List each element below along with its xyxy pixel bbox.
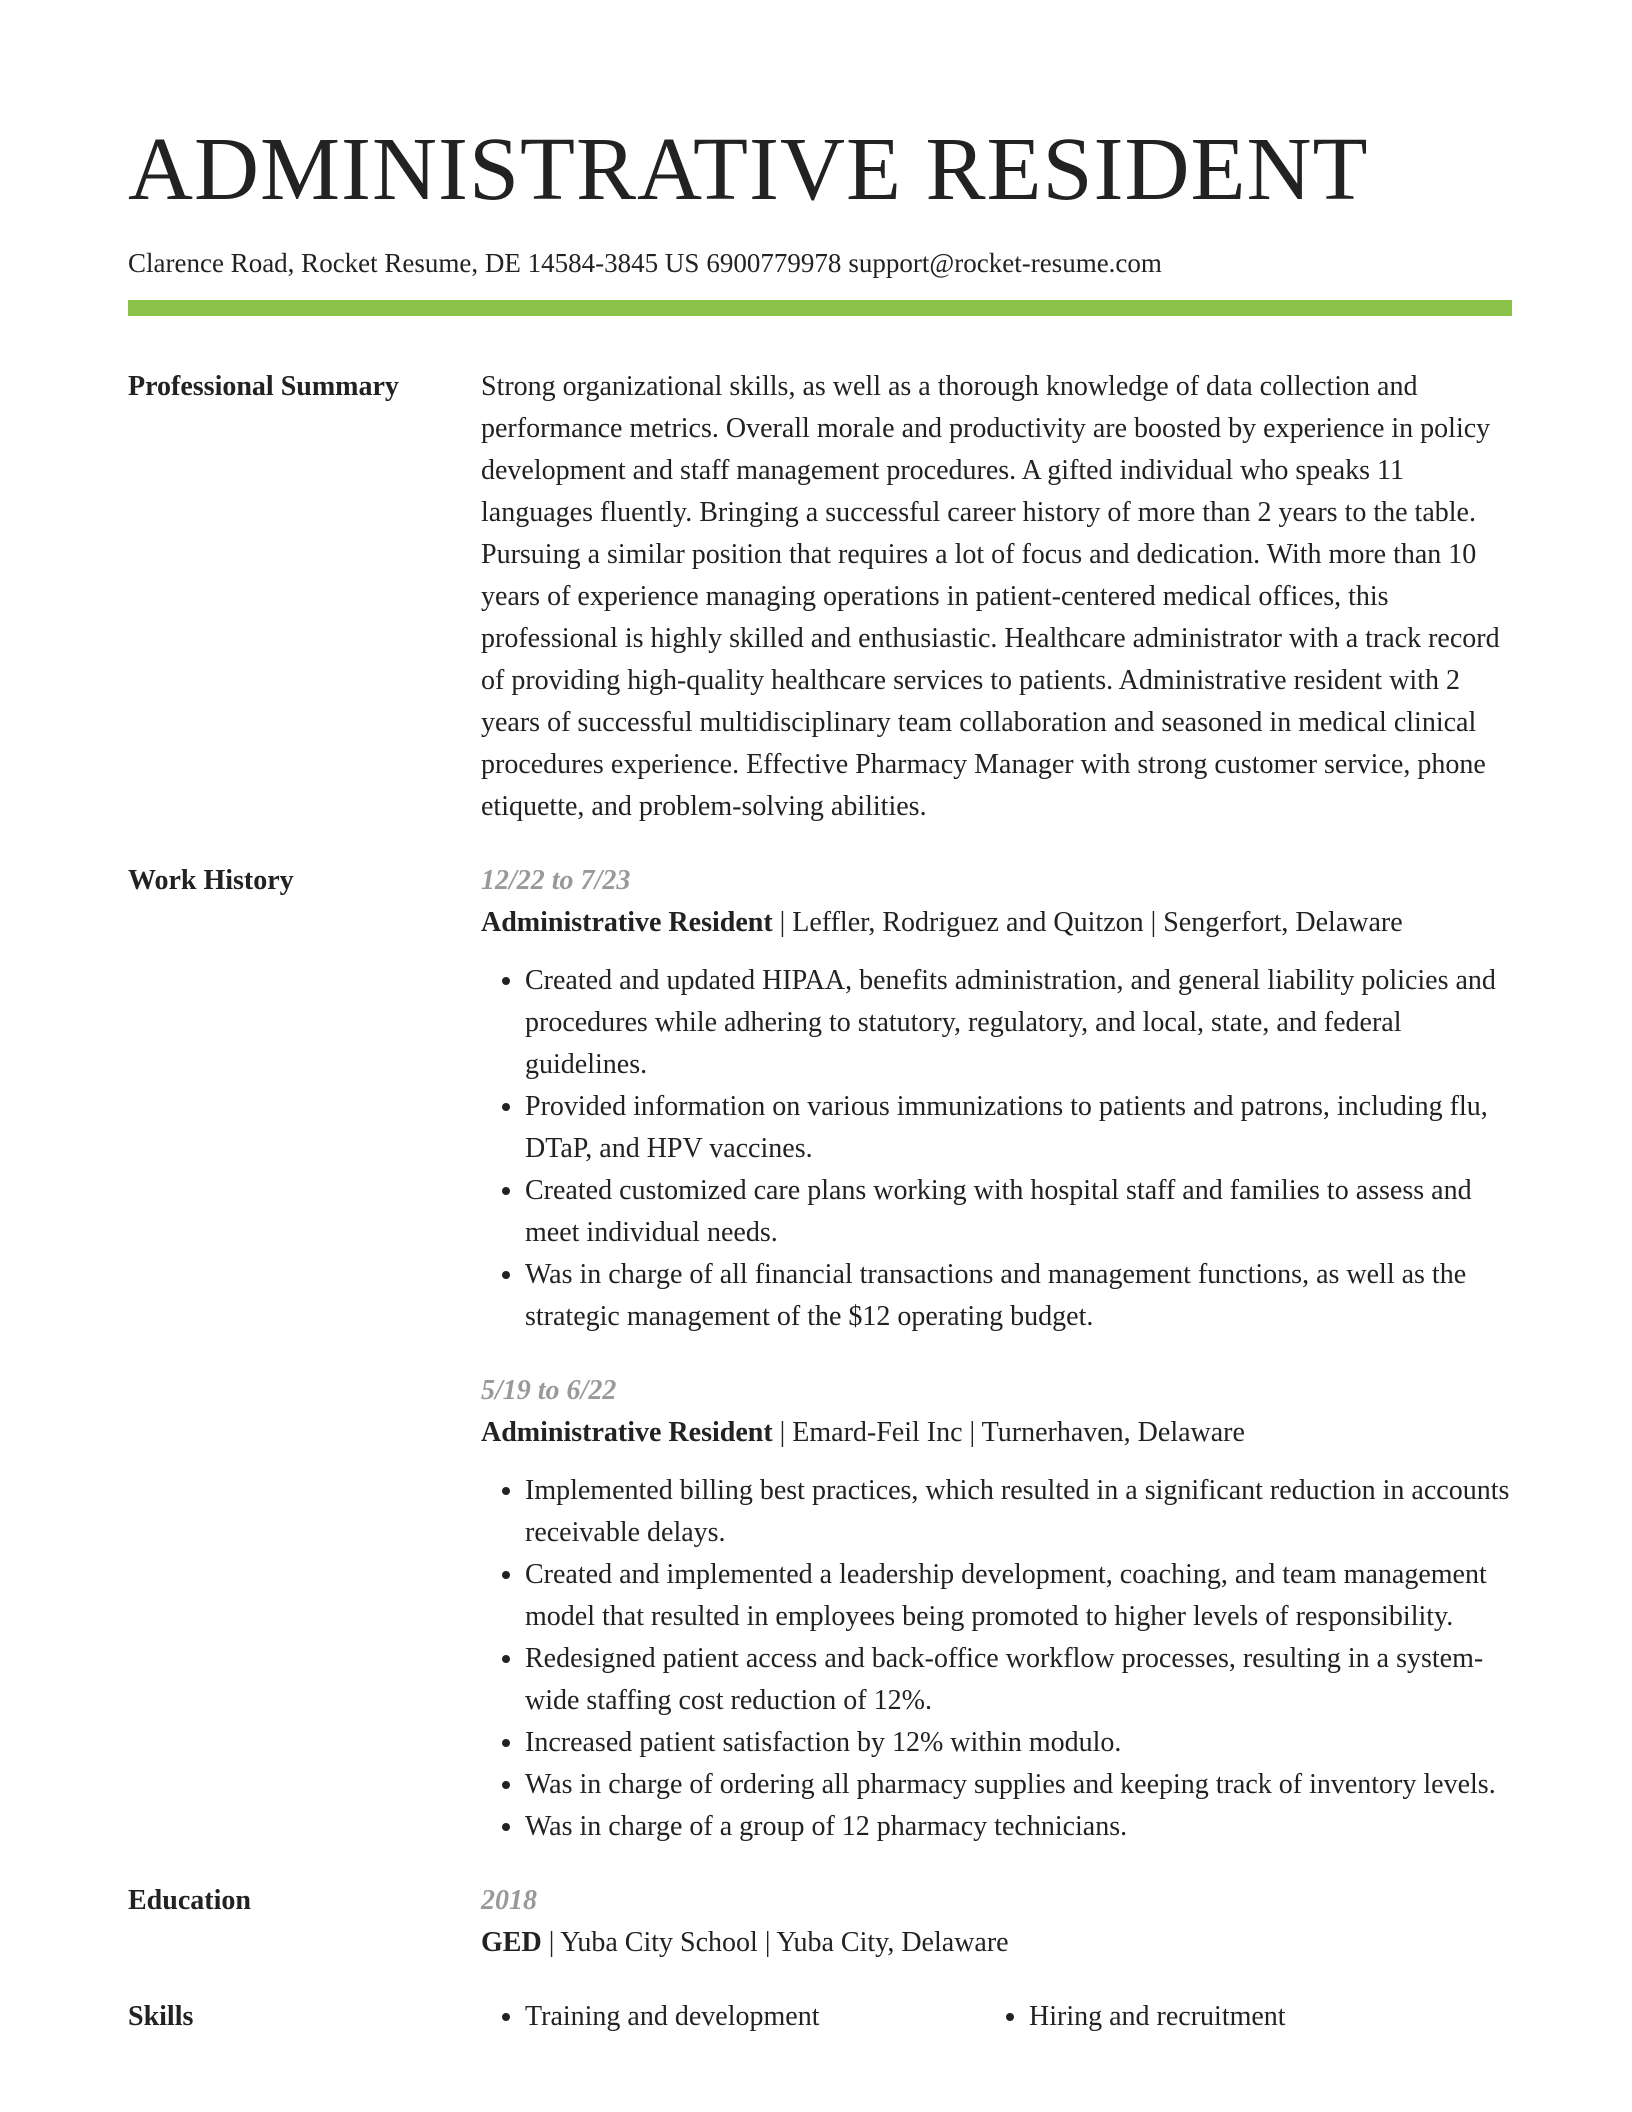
skills-list xyxy=(481,1996,1512,2038)
job-entry xyxy=(481,1370,1512,1848)
job-bullet: • Redesigned patient access and back-office workflow processes, resulting in a system-wide staffing cost reduction of 12%. xyxy=(525,1638,1512,1722)
job-bullet: • Was in charge of ordering all pharmacy supplies and keeping track of inventory levels. xyxy=(525,1764,1512,1806)
section-label-skills: Skills xyxy=(128,2001,194,2032)
header-divider xyxy=(128,300,1512,316)
section-label-work: Work History xyxy=(128,865,294,896)
summary-section xyxy=(128,366,1512,828)
contact-address: Clarence Road, Rocket Resume, DE 14584-3845 US xyxy=(128,248,700,278)
job-heading xyxy=(481,902,1512,944)
job-bullet: • Was in charge of all financial transactions and management functions, as well as the strategic management of the $12 operating budget. xyxy=(525,1254,1512,1338)
education-year: 2018 xyxy=(481,1885,537,1916)
resume-name: ADMINISTRATIVE RESIDENT xyxy=(128,120,1369,219)
job-entry xyxy=(481,860,1512,1338)
job-bullet-list xyxy=(481,960,1512,1338)
skill-item: • Hiring and recruitment xyxy=(1029,1996,1512,2038)
summary-text: Strong organizational skills, as well as a thorough knowledge of data collection and performance metrics. Overall morale and productivity are boosted by experience in policy development and staff management procedures. A gifted individual who speaks 11 languages fluently. Bringing a successful career history of more than 2 years to the table. Pursuing a similar position that requires a lot of focus and dedication. With more than 10 years of experience managing operations in patient-centered medical offices, this professional is highly skilled and enthusiastic. Healthcare administrator with a track record of providing high-quality healthcare services to patients. Administrative resident with 2 years of successful multidisciplinary team collaboration and seasoned in medical clinical procedures experience. Effective Pharmacy Manager with strong customer service, phone etiquette, and problem-solving abilities. xyxy=(481,371,1500,822)
job-bullet: • Created customized care plans working with hospital staff and families to assess and meet individual needs. xyxy=(525,1170,1512,1254)
job-title: Administrative Resident xyxy=(481,1417,773,1448)
job-title: Administrative Resident xyxy=(481,907,773,938)
contact-phone: 6900779978 xyxy=(706,248,842,278)
education-degree: GED xyxy=(481,1927,542,1958)
education-section xyxy=(128,1880,1512,1964)
job-bullet: • Was in charge of a group of 12 pharmacy technicians. xyxy=(525,1806,1512,1848)
contact-email: support@rocket-resume.com xyxy=(848,248,1162,278)
work-history-body xyxy=(481,860,1512,1848)
section-label-education: Education xyxy=(128,1885,251,1916)
job-employer: | Emard-Feil Inc | Turnerhaven, Delaware xyxy=(772,1417,1245,1448)
job-heading xyxy=(481,1412,1512,1454)
job-bullet: • Created and implemented a leadership development, coaching, and team management model that resulted in employees being promoted to higher levels of responsibility. xyxy=(525,1554,1512,1638)
education-school: | Yuba City School | Yuba City, Delaware xyxy=(541,1927,1009,1958)
job-dates: 12/22 to 7/23 xyxy=(481,865,631,896)
section-label-summary: Professional Summary xyxy=(128,371,399,402)
job-dates: 5/19 to 6/22 xyxy=(481,1375,617,1406)
job-employer: | Leffler, Rodriguez and Quitzon | Sengerfort, Delaware xyxy=(772,907,1403,938)
job-bullet-list xyxy=(481,1470,1512,1848)
education-body xyxy=(481,1880,1512,1964)
education-heading xyxy=(481,1922,1512,1964)
skills-body xyxy=(481,1996,1512,2038)
work-history-section xyxy=(128,860,1512,1848)
contact-line xyxy=(128,246,1512,280)
job-bullet: • Created and updated HIPAA, benefits administration, and general liability policies and procedures while adhering to statutory, regulatory, and local, state, and federal guidelines. xyxy=(525,960,1512,1086)
job-bullet: • Increased patient satisfaction by 12% within modulo. xyxy=(525,1722,1512,1764)
skill-item: • Training and development xyxy=(525,1996,1029,2038)
job-bullet: • Provided information on various immunizations to patients and patrons, including flu, DTaP, and HPV vaccines. xyxy=(525,1086,1512,1170)
skills-section xyxy=(128,1996,1512,2038)
job-bullet: • Implemented billing best practices, which resulted in a significant reduction in accounts receivable delays. xyxy=(525,1470,1512,1554)
